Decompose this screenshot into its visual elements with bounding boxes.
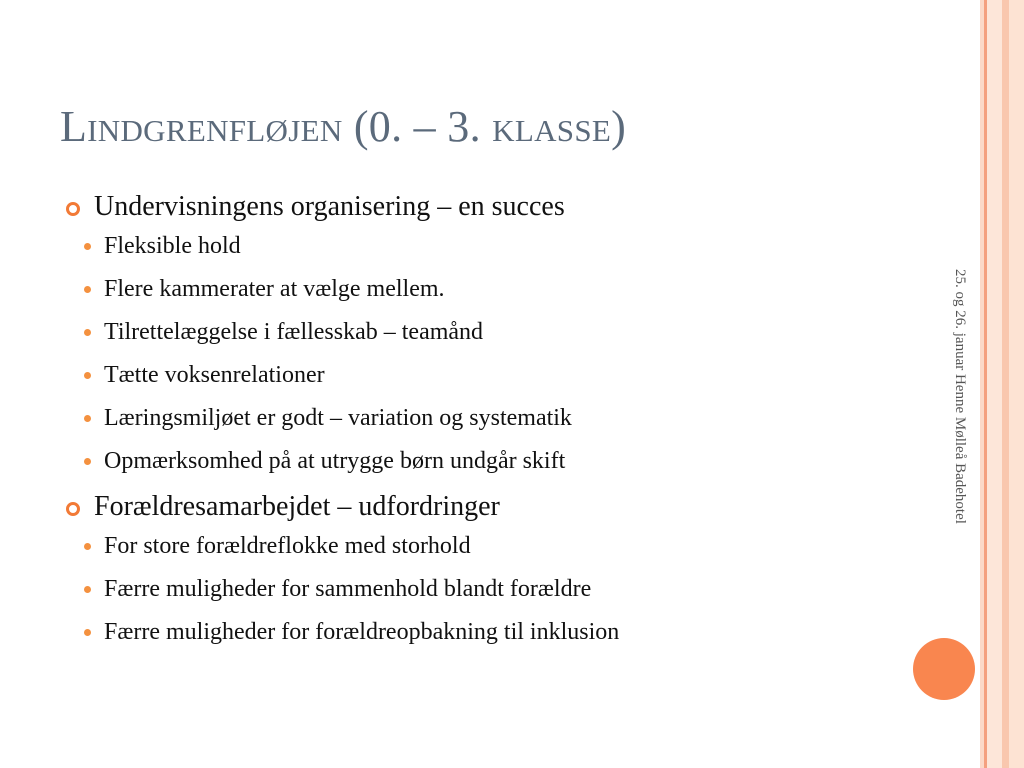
section-heading [64, 489, 894, 525]
dot-bullet-icon [84, 458, 91, 465]
section-heading [64, 189, 894, 225]
list-item: Flere kammerater at vælge mellem. [64, 274, 894, 304]
dot-bullet-icon [84, 543, 91, 550]
list-item: Opmærksomhed på at utrygge børn undgår skift [64, 446, 894, 476]
section-heading-text: Undervisningens organisering – en succes [94, 191, 565, 222]
dot-bullet-icon [84, 329, 91, 336]
slide-content [64, 189, 894, 660]
list-item: Tilrettelæggelse i fællesskab – teamånd [64, 317, 894, 347]
dot-bullet-icon [84, 372, 91, 379]
dot-bullet-icon [84, 629, 91, 636]
list-item: Fleksible hold [64, 231, 894, 261]
dot-bullet-icon [84, 415, 91, 422]
ring-bullet-icon [66, 502, 80, 516]
decorative-side-stripes [980, 0, 1024, 768]
ring-bullet-icon [66, 202, 80, 216]
side-caption: 25. og 26. januar Henne Mølleå Badehotel [952, 269, 968, 524]
list-item: Læringsmiljøet er godt – variation og systematik [64, 403, 894, 433]
list-item: Tætte voksenrelationer [64, 360, 894, 390]
bullet-list [64, 231, 894, 476]
list-item: Færre muligheder for sammenhold blandt forældre [64, 574, 894, 604]
dot-bullet-icon [84, 586, 91, 593]
slide-title: Lindgrenfløjen (0. – 3. klasse) [60, 102, 627, 151]
dot-bullet-icon [84, 243, 91, 250]
list-item: For store forældreflokke med storhold [64, 531, 894, 561]
bullet-list [64, 531, 894, 647]
list-item: Færre muligheder for forældreopbakning til inklusion [64, 617, 744, 647]
section-heading-text: Forældresamarbejdet – udfordringer [94, 491, 500, 522]
dot-bullet-icon [84, 286, 91, 293]
decorative-circle [913, 638, 975, 700]
